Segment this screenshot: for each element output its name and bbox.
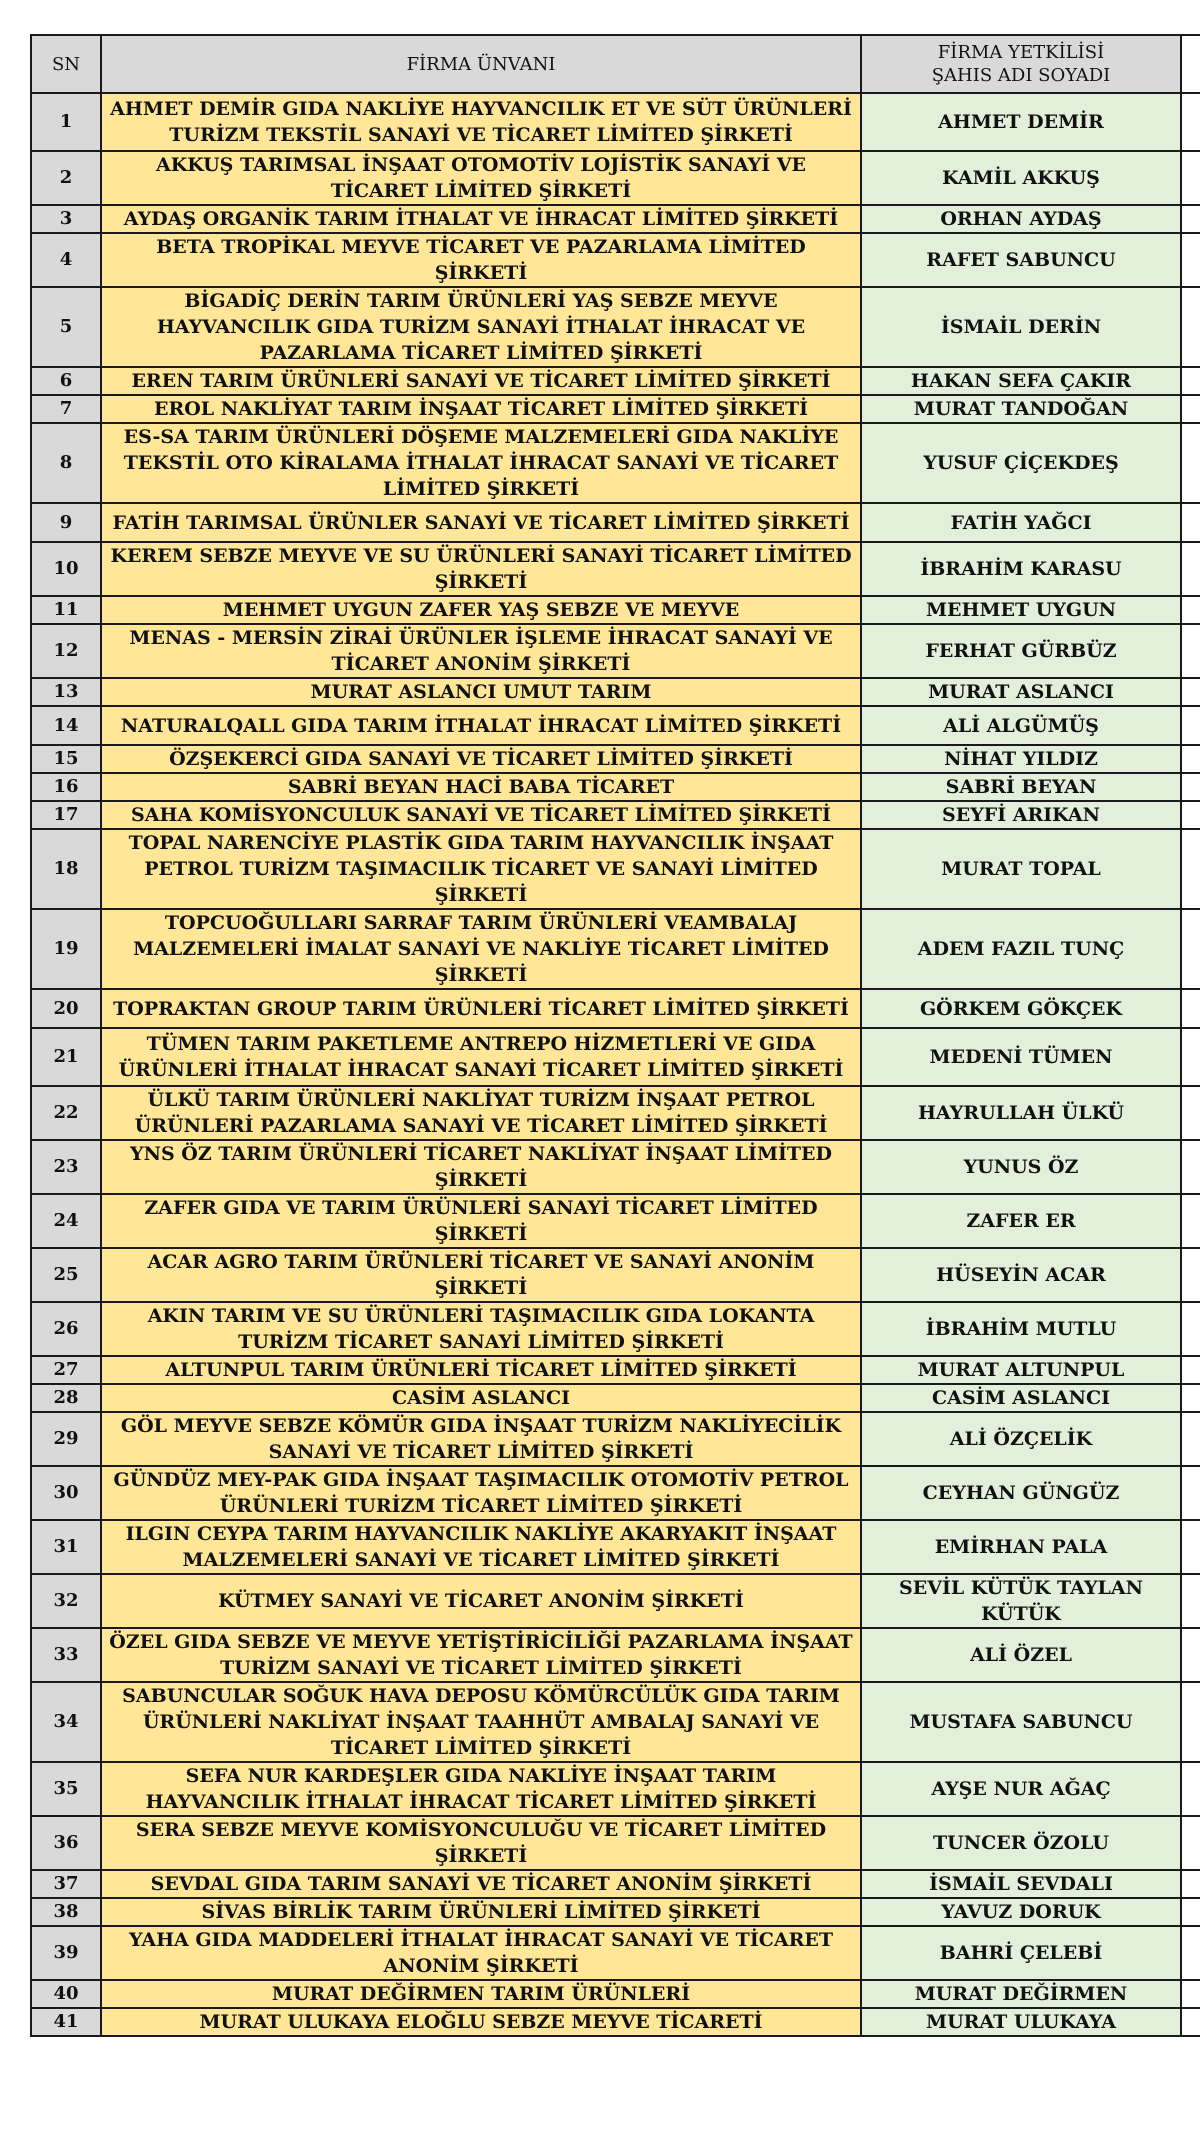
row-extra-cell <box>1181 1384 1200 1412</box>
row-firm-name: SABUNCULAR SOĞUK HAVA DEPOSU KÖMÜRCÜLÜK GIDA TARIM ÜRÜNLERİ NAKLİYAT İNŞAAT TAAHHÜT AMBALAJ SANAYİ VE TİCARET LİMİTED ŞİRKETİ <box>101 1682 861 1762</box>
header-person-line2: ŞAHIS ADI SOYADI <box>931 65 1111 86</box>
row-extra-cell <box>1181 678 1200 706</box>
row-person-name: MURAT TANDOĞAN <box>861 395 1181 423</box>
row-person-name: MURAT ASLANCI <box>861 678 1181 706</box>
row-firm-name: GÖL MEYVE SEBZE KÖMÜR GIDA İNŞAAT TURİZM NAKLİYECİLİK SANAYİ VE TİCARET LİMİTED ŞİRKETİ <box>101 1412 861 1466</box>
row-person-name: KAMİL AKKUŞ <box>861 151 1181 205</box>
header-person <box>861 35 1181 93</box>
table-row <box>31 1980 1200 2008</box>
row-firm-name: BİGADİÇ DERİN TARIM ÜRÜNLERİ YAŞ SEBZE MEYVE HAYVANCILIK GIDA TURİZM SANAYİ İTHALAT İHRACAT VE PAZARLAMA TİCARET LİMİTED ŞİRKETİ <box>101 287 861 367</box>
table-row <box>31 596 1200 624</box>
table-row <box>31 1628 1200 1682</box>
row-extra-cell <box>1181 1870 1200 1898</box>
row-person-name: RAFET SABUNCU <box>861 233 1181 287</box>
row-person-name: MEDENİ TÜMEN <box>861 1028 1181 1086</box>
row-extra-cell <box>1181 909 1200 989</box>
row-firm-name: SAHA KOMİSYONCULUK SANAYİ VE TİCARET LİMİTED ŞİRKETİ <box>101 801 861 829</box>
row-extra-cell <box>1181 745 1200 773</box>
row-extra-cell <box>1181 93 1200 151</box>
row-extra-cell <box>1181 423 1200 503</box>
row-person-name: İSMAİL SEVDALI <box>861 1870 1181 1898</box>
row-firm-name: MENAS - MERSİN ZİRAİ ÜRÜNLER İŞLEME İHRACAT SANAYİ VE TİCARET ANONİM ŞİRKETİ <box>101 624 861 678</box>
header-person-line1: FİRMA YETKİLİSİ <box>937 42 1105 63</box>
row-firm-name: BETA TROPİKAL MEYVE TİCARET VE PAZARLAMA LİMİTED ŞİRKETİ <box>101 233 861 287</box>
table-row <box>31 1574 1200 1628</box>
row-firm-name: ZAFER GIDA VE TARIM ÜRÜNLERİ SANAYİ TİCARET LİMİTED ŞİRKETİ <box>101 1194 861 1248</box>
row-person-name: AYŞE NUR AĞAÇ <box>861 1762 1181 1816</box>
table-row <box>31 1682 1200 1762</box>
row-extra-cell <box>1181 1682 1200 1762</box>
table-row <box>31 395 1200 423</box>
row-person-name: MEHMET UYGUN <box>861 596 1181 624</box>
row-sn: 25 <box>31 1248 101 1302</box>
row-firm-name: GÜNDÜZ MEY-PAK GIDA İNŞAAT TAŞIMACILIK OTOMOTİV PETROL ÜRÜNLERİ TURİZM TİCARET LİMİTED ŞİRKETİ <box>101 1466 861 1520</box>
table-row <box>31 1412 1200 1466</box>
row-extra-cell <box>1181 829 1200 909</box>
row-firm-name: SEFA NUR KARDEŞLER GIDA NAKLİYE İNŞAAT TARIM HAYVANCILIK İTHALAT İHRACAT TİCARET LİMİTED ŞİRKETİ <box>101 1762 861 1816</box>
row-sn: 29 <box>31 1412 101 1466</box>
row-sn: 4 <box>31 233 101 287</box>
row-person-name: YAVUZ DORUK <box>861 1898 1181 1926</box>
table-row <box>31 233 1200 287</box>
row-firm-name: TÜMEN TARIM PAKETLEME ANTREPO HİZMETLERİ VE GIDA ÜRÜNLERİ İTHALAT İHRACAT SANAYİ TİCARET LİMİTED ŞİRKETİ <box>101 1028 861 1086</box>
table-row <box>31 1926 1200 1980</box>
row-extra-cell <box>1181 367 1200 395</box>
row-extra-cell <box>1181 624 1200 678</box>
row-sn: 5 <box>31 287 101 367</box>
row-firm-name: EROL NAKLİYAT TARIM İNŞAAT TİCARET LİMİTED ŞİRKETİ <box>101 395 861 423</box>
table-row <box>31 542 1200 596</box>
table-row <box>31 93 1200 151</box>
table-row <box>31 151 1200 205</box>
row-extra-cell <box>1181 1980 1200 2008</box>
row-extra-cell <box>1181 395 1200 423</box>
row-person-name: EMİRHAN PALA <box>861 1520 1181 1574</box>
row-sn: 40 <box>31 1980 101 2008</box>
row-firm-name: YNS ÖZ TARIM ÜRÜNLERİ TİCARET NAKLİYAT İNŞAAT LİMİTED ŞİRKETİ <box>101 1140 861 1194</box>
row-extra-cell <box>1181 1248 1200 1302</box>
row-extra-cell <box>1181 1762 1200 1816</box>
row-sn: 37 <box>31 1870 101 1898</box>
row-sn: 15 <box>31 745 101 773</box>
row-sn: 1 <box>31 93 101 151</box>
table-row <box>31 1870 1200 1898</box>
row-extra-cell <box>1181 1302 1200 1356</box>
row-person-name: İBRAHİM MUTLU <box>861 1302 1181 1356</box>
row-firm-name: CASİM ASLANCI <box>101 1384 861 1412</box>
row-sn: 16 <box>31 773 101 801</box>
row-person-name: TUNCER ÖZOLU <box>861 1816 1181 1870</box>
row-person-name: YUSUF ÇİÇEKDEŞ <box>861 423 1181 503</box>
row-extra-cell <box>1181 989 1200 1028</box>
table-row <box>31 2008 1200 2036</box>
row-extra-cell <box>1181 151 1200 205</box>
row-firm-name: KÜTMEY SANAYİ VE TİCARET ANONİM ŞİRKETİ <box>101 1574 861 1628</box>
row-extra-cell <box>1181 542 1200 596</box>
row-firm-name: SİVAS BİRLİK TARIM ÜRÜNLERİ LİMİTED ŞİRKETİ <box>101 1898 861 1926</box>
row-sn: 26 <box>31 1302 101 1356</box>
row-extra-cell <box>1181 1898 1200 1926</box>
table-row <box>31 801 1200 829</box>
row-firm-name: AKIN TARIM VE SU ÜRÜNLERİ TAŞIMACILIK GIDA LOKANTA TURİZM TİCARET SANAYİ LİMİTED ŞİRKETİ <box>101 1302 861 1356</box>
row-sn: 11 <box>31 596 101 624</box>
row-extra-cell <box>1181 1356 1200 1384</box>
row-person-name: MURAT ULUKAYA <box>861 2008 1181 2036</box>
row-person-name: ADEM FAZIL TUNÇ <box>861 909 1181 989</box>
table-row <box>31 829 1200 909</box>
table-row <box>31 503 1200 542</box>
table-row <box>31 1302 1200 1356</box>
table-row <box>31 1816 1200 1870</box>
row-person-name: MURAT DEĞİRMEN <box>861 1980 1181 2008</box>
table-row <box>31 205 1200 233</box>
row-firm-name: NATURALQALL GIDA TARIM İTHALAT İHRACAT LİMİTED ŞİRKETİ <box>101 706 861 745</box>
table-row <box>31 1384 1200 1412</box>
row-extra-cell <box>1181 1194 1200 1248</box>
table-row <box>31 287 1200 367</box>
row-person-name: SEYFİ ARIKAN <box>861 801 1181 829</box>
row-person-name: ALİ ÖZEL <box>861 1628 1181 1682</box>
row-sn: 17 <box>31 801 101 829</box>
row-sn: 27 <box>31 1356 101 1384</box>
row-sn: 12 <box>31 624 101 678</box>
row-firm-name: AHMET DEMİR GIDA NAKLİYE HAYVANCILIK ET VE SÜT ÜRÜNLERİ TURİZM TEKSTİL SANAYİ VE TİCARET LİMİTED ŞİRKETİ <box>101 93 861 151</box>
row-sn: 24 <box>31 1194 101 1248</box>
table-row <box>31 1520 1200 1574</box>
row-sn: 30 <box>31 1466 101 1520</box>
row-extra-cell <box>1181 1140 1200 1194</box>
row-sn: 19 <box>31 909 101 989</box>
row-sn: 23 <box>31 1140 101 1194</box>
row-person-name: SEVİL KÜTÜK TAYLAN KÜTÜK <box>861 1574 1181 1628</box>
row-sn: 9 <box>31 503 101 542</box>
row-person-name: MUSTAFA SABUNCU <box>861 1682 1181 1762</box>
header-firm: FİRMA ÜNVANI <box>101 35 861 93</box>
row-firm-name: ILGIN CEYPA TARIM HAYVANCILIK NAKLİYE AKARYAKIT İNŞAAT MALZEMELERİ SANAYİ VE TİCARET LİMİTED ŞİRKETİ <box>101 1520 861 1574</box>
table-row <box>31 706 1200 745</box>
row-person-name: İSMAİL DERİN <box>861 287 1181 367</box>
row-person-name: ALİ ÖZÇELİK <box>861 1412 1181 1466</box>
row-sn: 8 <box>31 423 101 503</box>
row-extra-cell <box>1181 1028 1200 1086</box>
row-sn: 41 <box>31 2008 101 2036</box>
row-firm-name: MURAT ASLANCI UMUT TARIM <box>101 678 861 706</box>
row-extra-cell <box>1181 503 1200 542</box>
row-extra-cell <box>1181 1520 1200 1574</box>
row-firm-name: ACAR AGRO TARIM ÜRÜNLERİ TİCARET VE SANAYİ ANONİM ŞİRKETİ <box>101 1248 861 1302</box>
row-firm-name: TOPRAKTAN GROUP TARIM ÜRÜNLERİ TİCARET LİMİTED ŞİRKETİ <box>101 989 861 1028</box>
table-row <box>31 909 1200 989</box>
row-extra-cell <box>1181 1574 1200 1628</box>
row-firm-name: ÖZEL GIDA SEBZE VE MEYVE YETİŞTİRİCİLİĞİ PAZARLAMA İNŞAAT TURİZM SANAYİ VE TİCARET LİMİTED ŞİRKETİ <box>101 1628 861 1682</box>
table-row <box>31 1086 1200 1140</box>
row-firm-name: SERA SEBZE MEYVE KOMİSYONCULUĞU VE TİCARET LİMİTED ŞİRKETİ <box>101 1816 861 1870</box>
row-sn: 2 <box>31 151 101 205</box>
row-sn: 35 <box>31 1762 101 1816</box>
row-firm-name: ES-SA TARIM ÜRÜNLERİ DÖŞEME MALZEMELERİ GIDA NAKLİYE TEKSTİL OTO KİRALAMA İTHALAT İHRACAT SANAYİ VE TİCARET LİMİTED ŞİRKETİ <box>101 423 861 503</box>
row-firm-name: MURAT ULUKAYA ELOĞLU SEBZE MEYVE TİCARETİ <box>101 2008 861 2036</box>
row-sn: 14 <box>31 706 101 745</box>
row-firm-name: ALTUNPUL TARIM ÜRÜNLERİ TİCARET LİMİTED ŞİRKETİ <box>101 1356 861 1384</box>
table-row <box>31 1140 1200 1194</box>
row-extra-cell <box>1181 1086 1200 1140</box>
row-sn: 34 <box>31 1682 101 1762</box>
row-person-name: CEYHAN GÜNGÜZ <box>861 1466 1181 1520</box>
table-row <box>31 1898 1200 1926</box>
table-row <box>31 1466 1200 1520</box>
row-sn: 13 <box>31 678 101 706</box>
row-person-name: NİHAT YILDIZ <box>861 745 1181 773</box>
row-person-name: MURAT TOPAL <box>861 829 1181 909</box>
row-person-name: BAHRİ ÇELEBİ <box>861 1926 1181 1980</box>
row-extra-cell <box>1181 596 1200 624</box>
row-extra-cell <box>1181 1816 1200 1870</box>
header-sn: SN <box>31 35 101 93</box>
row-person-name: SABRİ BEYAN <box>861 773 1181 801</box>
header-extra-column <box>1181 35 1200 93</box>
row-person-name: HÜSEYİN ACAR <box>861 1248 1181 1302</box>
row-person-name: ORHAN AYDAŞ <box>861 205 1181 233</box>
row-firm-name: AKKUŞ TARIMSAL İNŞAAT OTOMOTİV LOJİSTİK SANAYİ VE TİCARET LİMİTED ŞİRKETİ <box>101 151 861 205</box>
table-row <box>31 678 1200 706</box>
row-extra-cell <box>1181 1628 1200 1682</box>
row-sn: 10 <box>31 542 101 596</box>
row-sn: 6 <box>31 367 101 395</box>
row-extra-cell <box>1181 801 1200 829</box>
table-row <box>31 624 1200 678</box>
row-person-name: GÖRKEM GÖKÇEK <box>861 989 1181 1028</box>
row-extra-cell <box>1181 233 1200 287</box>
row-sn: 36 <box>31 1816 101 1870</box>
row-firm-name: TOPCUOĞULLARI SARRAF TARIM ÜRÜNLERİ VEAMBALAJ MALZEMELERİ İMALAT SANAYİ VE NAKLİYE TİCARET LİMİTED ŞİRKETİ <box>101 909 861 989</box>
row-sn: 7 <box>31 395 101 423</box>
row-person-name: ALİ ALGÜMÜŞ <box>861 706 1181 745</box>
row-firm-name: KEREM SEBZE MEYVE VE SU ÜRÜNLERİ SANAYİ TİCARET LİMİTED ŞİRKETİ <box>101 542 861 596</box>
row-sn: 39 <box>31 1926 101 1980</box>
row-sn: 3 <box>31 205 101 233</box>
row-firm-name: SEVDAL GIDA TARIM SANAYİ VE TİCARET ANONİM ŞİRKETİ <box>101 1870 861 1898</box>
row-extra-cell <box>1181 1412 1200 1466</box>
row-person-name: FATİH YAĞCI <box>861 503 1181 542</box>
table-row <box>31 1762 1200 1816</box>
row-extra-cell <box>1181 1926 1200 1980</box>
row-sn: 18 <box>31 829 101 909</box>
row-person-name: HAKAN SEFA ÇAKIR <box>861 367 1181 395</box>
row-firm-name: TOPAL NARENCİYE PLASTİK GIDA TARIM HAYVANCILIK İNŞAAT PETROL TURİZM TAŞIMACILIK TİCARET VE SANAYİ LİMİTED ŞİRKETİ <box>101 829 861 909</box>
table-row <box>31 1194 1200 1248</box>
table-row <box>31 367 1200 395</box>
row-extra-cell <box>1181 205 1200 233</box>
row-person-name: HAYRULLAH ÜLKÜ <box>861 1086 1181 1140</box>
row-person-name: MURAT ALTUNPUL <box>861 1356 1181 1384</box>
header-row <box>31 35 1200 93</box>
row-person-name: ZAFER ER <box>861 1194 1181 1248</box>
table-row <box>31 773 1200 801</box>
row-sn: 20 <box>31 989 101 1028</box>
row-person-name: CASİM ASLANCI <box>861 1384 1181 1412</box>
row-firm-name: ÜLKÜ TARIM ÜRÜNLERİ NAKLİYAT TURİZM İNŞAAT PETROL ÜRÜNLERİ PAZARLAMA SANAYİ VE TİCARET LİMİTED ŞİRKETİ <box>101 1086 861 1140</box>
row-sn: 22 <box>31 1086 101 1140</box>
table-row <box>31 1248 1200 1302</box>
table-row <box>31 423 1200 503</box>
row-person-name: İBRAHİM KARASU <box>861 542 1181 596</box>
row-firm-name: SABRİ BEYAN HACİ BABA TİCARET <box>101 773 861 801</box>
row-extra-cell <box>1181 1466 1200 1520</box>
row-sn: 31 <box>31 1520 101 1574</box>
table-row <box>31 1028 1200 1086</box>
row-sn: 33 <box>31 1628 101 1682</box>
row-sn: 32 <box>31 1574 101 1628</box>
row-firm-name: ÖZŞEKERCİ GIDA SANAYİ VE TİCARET LİMİTED ŞİRKETİ <box>101 745 861 773</box>
row-firm-name: MEHMET UYGUN ZAFER YAŞ SEBZE VE MEYVE <box>101 596 861 624</box>
firm-list-sheet <box>30 34 1200 2037</box>
table-row <box>31 989 1200 1028</box>
row-extra-cell <box>1181 2008 1200 2036</box>
firm-table <box>30 34 1200 2037</box>
row-firm-name: AYDAŞ ORGANİK TARIM İTHALAT VE İHRACAT LİMİTED ŞİRKETİ <box>101 205 861 233</box>
row-extra-cell <box>1181 287 1200 367</box>
table-row <box>31 745 1200 773</box>
row-person-name: AHMET DEMİR <box>861 93 1181 151</box>
row-sn: 38 <box>31 1898 101 1926</box>
table-row <box>31 1356 1200 1384</box>
row-firm-name: FATİH TARIMSAL ÜRÜNLER SANAYİ VE TİCARET LİMİTED ŞİRKETİ <box>101 503 861 542</box>
row-extra-cell <box>1181 706 1200 745</box>
row-sn: 21 <box>31 1028 101 1086</box>
row-person-name: FERHAT GÜRBÜZ <box>861 624 1181 678</box>
row-firm-name: EREN TARIM ÜRÜNLERİ SANAYİ VE TİCARET LİMİTED ŞİRKETİ <box>101 367 861 395</box>
row-sn: 28 <box>31 1384 101 1412</box>
row-firm-name: YAHA GIDA MADDELERİ İTHALAT İHRACAT SANAYİ VE TİCARET ANONİM ŞİRKETİ <box>101 1926 861 1980</box>
row-firm-name: MURAT DEĞİRMEN TARIM ÜRÜNLERİ <box>101 1980 861 2008</box>
row-person-name: YUNUS ÖZ <box>861 1140 1181 1194</box>
row-extra-cell <box>1181 773 1200 801</box>
